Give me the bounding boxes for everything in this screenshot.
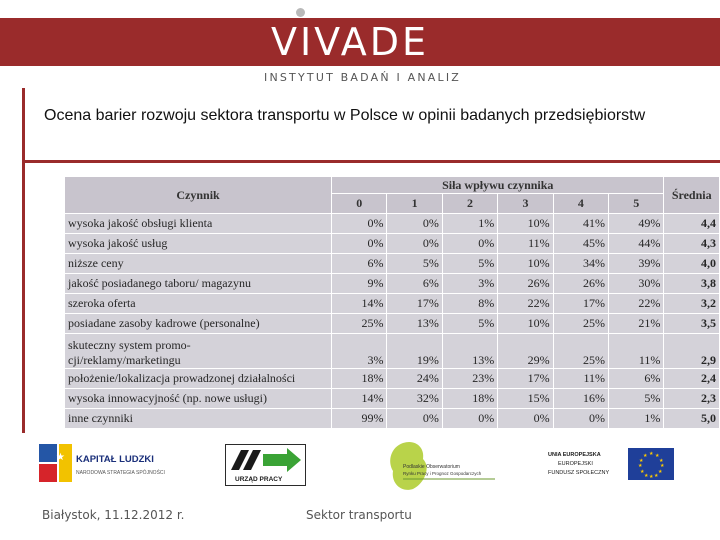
percent-cell: 13% — [442, 334, 497, 369]
average-cell: 2,4 — [664, 369, 720, 389]
accent-vertical-line — [22, 88, 25, 433]
kapital-title: KAPITAŁ LUDZKI — [76, 454, 154, 465]
svg-text:★: ★ — [649, 451, 654, 457]
percent-cell: 0% — [442, 234, 497, 254]
average-cell: 2,3 — [664, 389, 720, 409]
barriers-table — [64, 176, 720, 429]
vivade-logo: VIVADE — [270, 20, 430, 64]
table-row — [65, 314, 720, 334]
percent-cell: 22% — [609, 294, 664, 314]
percent-cell: 1% — [609, 409, 664, 429]
podlaskie-title: Podlaskie Obserwatorium — [403, 464, 460, 470]
percent-cell: 6% — [332, 254, 387, 274]
table-row — [65, 234, 720, 254]
percent-cell: 17% — [553, 294, 608, 314]
percent-cell: 23% — [442, 369, 497, 389]
kapital-subtitle: NARODOWA STRATEGIA SPÓJNOŚCI — [76, 470, 165, 476]
header-scale: 1 — [387, 194, 442, 214]
svg-text:★: ★ — [639, 458, 644, 464]
podlaskie-subtitle: Rynku Pracy i Prognoz Gospodarczych — [403, 471, 482, 476]
svg-text:★: ★ — [638, 463, 643, 469]
unia-europejska-logo — [542, 442, 692, 486]
header-average: Średnia — [664, 177, 720, 214]
percent-cell: 30% — [609, 274, 664, 294]
ue-line2: EUROPEJSKI — [558, 461, 593, 467]
factor-label — [65, 334, 332, 369]
percent-cell: 0% — [498, 409, 553, 429]
ue-title: UNIA EUROPEJSKA — [548, 452, 601, 458]
percent-cell: 0% — [442, 409, 497, 429]
percent-cell: 45% — [553, 234, 608, 254]
percent-cell: 11% — [553, 369, 608, 389]
percent-cell: 3% — [442, 274, 497, 294]
percent-cell: 0% — [387, 214, 442, 234]
average-cell: 4,4 — [664, 214, 720, 234]
percent-cell: 39% — [609, 254, 664, 274]
factor-label — [65, 234, 332, 254]
factor-label — [65, 274, 332, 294]
factor-label — [65, 254, 332, 274]
percent-cell: 41% — [553, 214, 608, 234]
svg-text:★: ★ — [660, 463, 665, 469]
percent-cell: 16% — [553, 389, 608, 409]
factor-label-line: niższe ceny — [68, 256, 124, 270]
percent-cell: 0% — [387, 409, 442, 429]
table-body — [65, 214, 720, 429]
average-cell: 5,0 — [664, 409, 720, 429]
factor-label — [65, 314, 332, 334]
average-cell: 3,5 — [664, 314, 720, 334]
slide-title: Ocena barier rozwoju sektora transportu w Polsce w opinii badanych przedsiębiorstw — [44, 107, 646, 124]
podlaskie-obserwatorium-logo — [385, 437, 503, 497]
percent-cell: 5% — [442, 314, 497, 334]
percent-cell: 34% — [553, 254, 608, 274]
footer-sector: Sektor transportu — [306, 508, 412, 522]
percent-cell: 18% — [442, 389, 497, 409]
percent-cell: 6% — [387, 274, 442, 294]
svg-text:★: ★ — [654, 473, 659, 479]
percent-cell: 25% — [332, 314, 387, 334]
svg-text:★: ★ — [659, 458, 664, 464]
header-factor: Czynnik — [65, 177, 332, 214]
logo-square-blue — [39, 444, 57, 462]
percent-cell: 19% — [387, 334, 442, 369]
percent-cell: 24% — [387, 369, 442, 389]
urzad-pracy-logo — [225, 444, 307, 486]
factor-label — [65, 409, 332, 429]
svg-text:★: ★ — [655, 453, 660, 459]
average-cell: 3,2 — [664, 294, 720, 314]
factor-label — [65, 389, 332, 409]
table-row — [65, 334, 720, 369]
percent-cell: 5% — [387, 254, 442, 274]
factor-label-line: jakość posiadanego taboru/ magazynu — [68, 276, 251, 290]
svg-text:★: ★ — [644, 473, 649, 479]
factor-label-line: wysoka jakość obsługi klienta — [68, 216, 213, 230]
footer-date: Białystok, 11.12.2012 r. — [42, 508, 185, 522]
factor-label — [65, 369, 332, 389]
table-row — [65, 274, 720, 294]
percent-cell: 99% — [332, 409, 387, 429]
header-scale: 0 — [332, 194, 387, 214]
average-cell: 3,8 — [664, 274, 720, 294]
table-row — [65, 214, 720, 234]
kapital-ludzki-logo — [36, 438, 176, 492]
table-row — [65, 409, 720, 429]
percent-cell: 26% — [498, 274, 553, 294]
percent-cell: 14% — [332, 294, 387, 314]
percent-cell: 44% — [609, 234, 664, 254]
percent-cell: 22% — [498, 294, 553, 314]
factor-label-line: wysoka jakość usług — [68, 236, 168, 250]
header-strength: Siła wpływu czynnika — [332, 177, 664, 194]
factor-label-line: posiadane zasoby kadrowe (personalne) — [68, 316, 260, 330]
header-scale: 4 — [553, 194, 608, 214]
percent-cell: 18% — [332, 369, 387, 389]
percent-cell: 1% — [442, 214, 497, 234]
star-icon: ★ — [56, 452, 65, 463]
percent-cell: 0% — [387, 234, 442, 254]
percent-cell: 49% — [609, 214, 664, 234]
svg-text:★: ★ — [658, 469, 663, 475]
percent-cell: 14% — [332, 389, 387, 409]
header-scale: 3 — [498, 194, 553, 214]
svg-text:★: ★ — [640, 469, 645, 475]
factor-label-line: położenie/lokalizacja prowadzonej działalności — [68, 371, 296, 385]
svg-text:★: ★ — [643, 453, 648, 459]
average-cell: 2,9 — [664, 334, 720, 369]
logo-subtitle: INSTYTUT BADAŃ I ANALIZ — [264, 71, 462, 84]
logo-square-red — [39, 464, 57, 482]
percent-cell: 13% — [387, 314, 442, 334]
urzad-label: URZĄD PRACY — [235, 476, 283, 483]
percent-cell: 8% — [442, 294, 497, 314]
average-cell: 4,3 — [664, 234, 720, 254]
percent-cell: 21% — [609, 314, 664, 334]
percent-cell: 17% — [498, 369, 553, 389]
header-scale: 5 — [609, 194, 664, 214]
table-row — [65, 294, 720, 314]
table-row — [65, 254, 720, 274]
percent-cell: 0% — [553, 409, 608, 429]
percent-cell: 25% — [553, 334, 608, 369]
logo-square-yellow — [59, 444, 72, 482]
percent-cell: 5% — [609, 389, 664, 409]
svg-text:★: ★ — [649, 474, 654, 480]
percent-cell: 3% — [332, 334, 387, 369]
factor-label-line: inne czynniki — [68, 411, 133, 425]
average-cell: 4,0 — [664, 254, 720, 274]
factor-label — [65, 294, 332, 314]
factor-label-line: wysoka innowacyjność (np. nowe usługi) — [68, 391, 267, 405]
percent-cell: 9% — [332, 274, 387, 294]
ue-line3: FUNDUSZ SPOŁECZNY — [548, 470, 610, 476]
percent-cell: 32% — [387, 389, 442, 409]
factor-label-line: cji/reklamy/marketingu — [68, 353, 181, 367]
logo-dot — [296, 8, 305, 17]
percent-cell: 10% — [498, 254, 553, 274]
percent-cell: 11% — [609, 334, 664, 369]
accent-horizontal-line — [22, 160, 720, 163]
header-scale: 2 — [442, 194, 497, 214]
percent-cell: 5% — [442, 254, 497, 274]
factor-label-line: szeroka oferta — [68, 296, 136, 310]
percent-cell: 10% — [498, 214, 553, 234]
percent-cell: 10% — [498, 314, 553, 334]
percent-cell: 29% — [498, 334, 553, 369]
table-row — [65, 389, 720, 409]
percent-cell: 15% — [498, 389, 553, 409]
table-row — [65, 369, 720, 389]
percent-cell: 26% — [553, 274, 608, 294]
factor-label-line: skuteczny system promo- — [68, 338, 191, 352]
percent-cell: 25% — [553, 314, 608, 334]
percent-cell: 0% — [332, 214, 387, 234]
percent-cell: 0% — [332, 234, 387, 254]
percent-cell: 17% — [387, 294, 442, 314]
factor-label — [65, 214, 332, 234]
percent-cell: 11% — [498, 234, 553, 254]
percent-cell: 6% — [609, 369, 664, 389]
